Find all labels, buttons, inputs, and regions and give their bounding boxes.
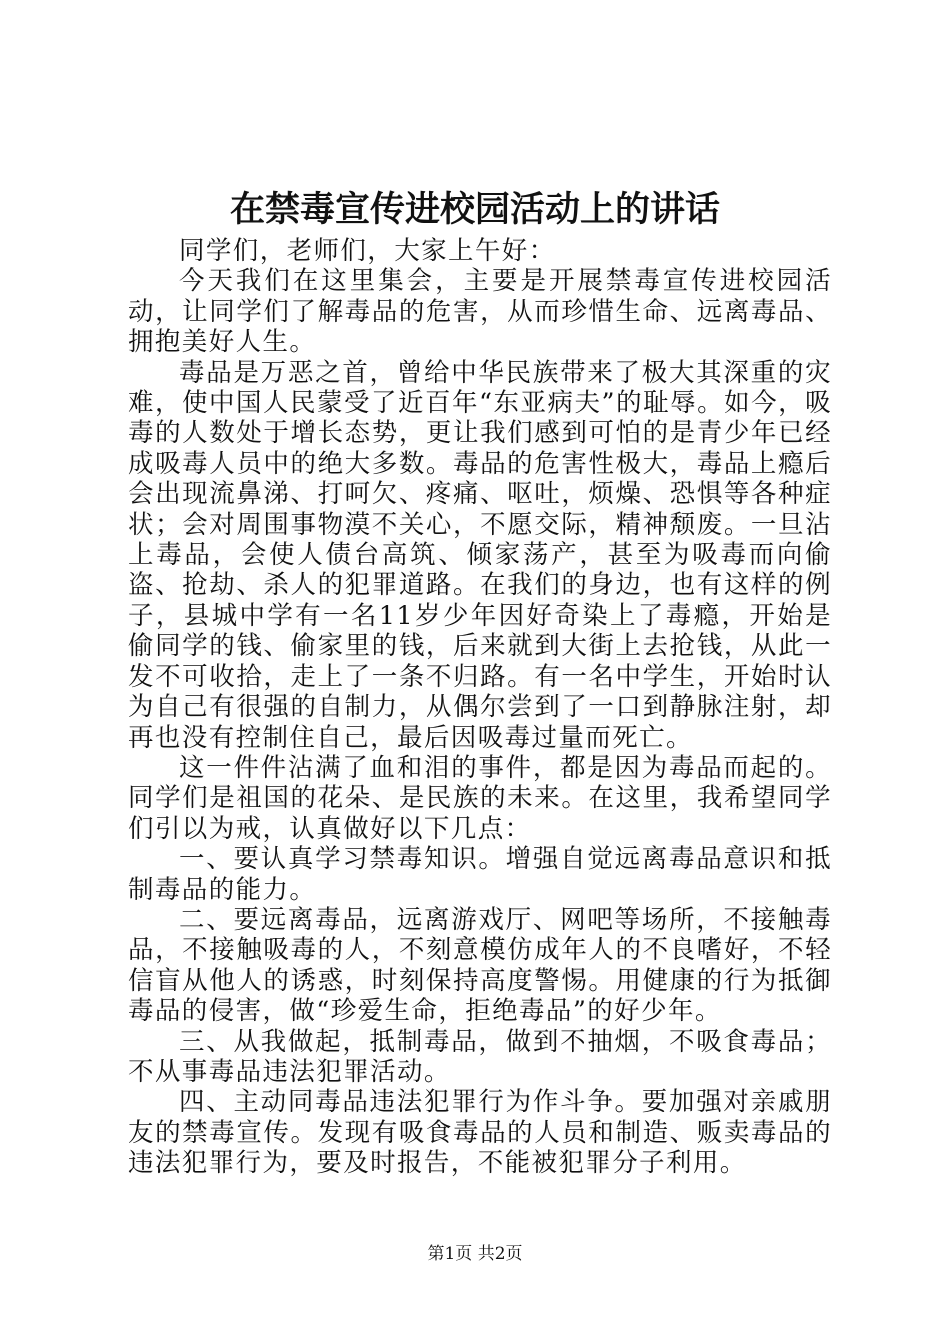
paragraph-point-3: 三、从我做起，抵制毒品，做到不抽烟，不吸食毒品；不从事毒品违法犯罪活动。 xyxy=(128,1026,832,1087)
paragraph-greeting: 同学们，老师们，大家上午好： xyxy=(179,236,556,266)
paragraph-purpose: 今天我们在这里集会，主要是开展禁毒宣传进校园活动，让同学们了解毒品的危害，从而珍惜生命、远离毒品、拥抱美好人生。 xyxy=(128,266,832,358)
document-body xyxy=(128,236,832,1179)
paragraph-point-1: 一、要认真学习禁毒知识。增强自觉远离毒品意识和抵制毒品的能力。 xyxy=(128,844,832,905)
paragraph-point-2: 二、要远离毒品，远离游戏厅、网吧等场所，不接触毒品，不接触吸毒的人，不刻意模仿成年人的不良嗜好，不轻信盲从他人的诱惑，时刻保持高度警惕。用健康的行为抵御毒品的侵害，做“珍爱生命，拒绝毒品”的好少年。 xyxy=(128,904,832,1027)
paragraph-drug-harm: 毒品是万恶之首，曾给中华民族带来了极大其深重的灾难，使中国人民蒙受了近百年“东亚病夫”的耻辱。如今，吸毒的人数处于增长态势，更让我们感到可怕的是青少年已经成吸毒人员中的绝大多数。毒品的危害性极大，毒品上瘾后会出现流鼻涕、打呵欠、疼痛、呕吐，烦燥、恐惧等各种症状；会对周围事物漠不关心，不愿交际，精神颓废。一旦沾上毒品，会使人债台高筑、倾家荡产，甚至为吸毒而向偷盗、抢劫、杀人的犯罪道路。在我们的身边，也有这样的例子，县城中学有一名11岁少年因好奇染上了毒瘾，开始是偷同学的钱、偷家里的钱，后来就到大街上去抢钱，从此一发不可收拾，走上了一条不归路。有一名中学生，开始时认为自己有很强的自制力，从偶尔尝到了一口到静脉注射，却再也没有控制住自己，最后因吸毒过量而死亡。 xyxy=(128,357,832,753)
paragraph-appeal: 这一件件沾满了血和泪的事件，都是因为毒品而起的。同学们是祖国的花朵、是民族的未来。在这里，我希望同学们引以为戒，认真做好以下几点： xyxy=(128,752,832,844)
page-number-footer: 第1页 共2页 xyxy=(427,1244,523,1264)
paragraph-point-4: 四、主动同毒品违法犯罪行为作斗争。要加强对亲戚朋友的禁毒宣传。发现有吸食毒品的人员和制造、贩卖毒品的违法犯罪行为，要及时报告，不能被犯罪分子利用。 xyxy=(128,1087,832,1179)
document-title: 在禁毒宣传进校园活动上的讲话 xyxy=(229,189,720,230)
